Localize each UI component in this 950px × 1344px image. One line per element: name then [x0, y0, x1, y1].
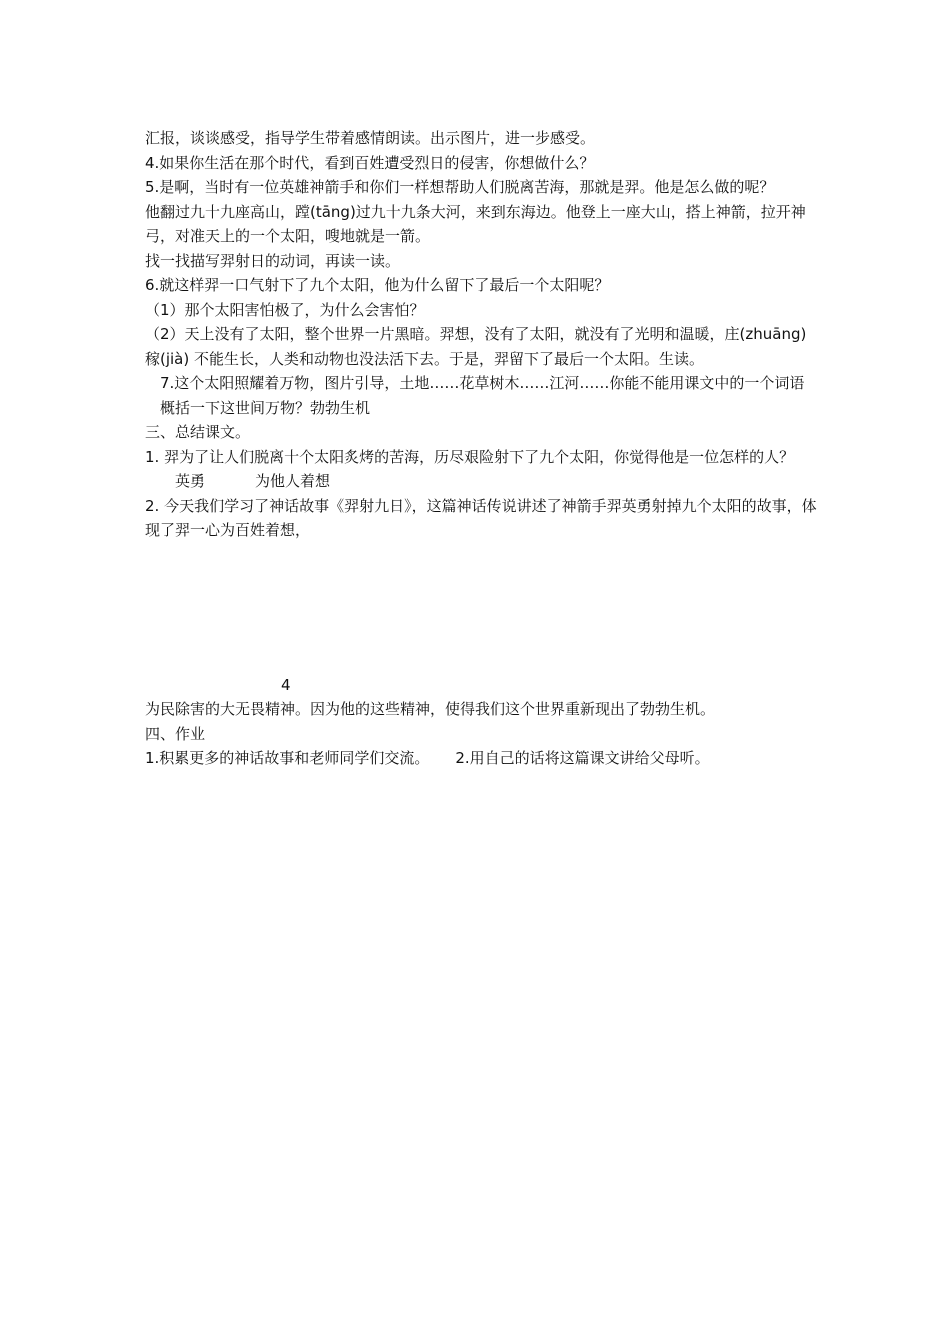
summary-q1-answer-1: 英勇 — [175, 472, 206, 490]
paragraph-question-5: 5.是啊，当时有一位英雄神箭手和你们一样想帮助人们脱离苦海，那就是羿。他是怎么做的呢？ — [145, 178, 775, 196]
text-block-upper — [145, 126, 817, 543]
homework-item-2: 2.用自己的话将这篇课文讲给父母听。 — [455, 749, 710, 767]
paragraph-question-6: 6.就这样羿一口气射下了九个太阳，他为什么留下了最后一个太阳呢？ — [145, 276, 610, 294]
heading-summary: 三、总结课文。 — [145, 423, 251, 441]
paragraph-summary-q2: 2. 今天我们学习了神话故事《羿射九日》，这篇神话传说讲述了神箭手羿英勇射掉九个太阳的故事，体现了羿一心为百姓着想， — [145, 496, 817, 539]
summary-q1-text: 1. 羿为了让人们脱离十个太阳炙烤的苦海，历尽艰险射下了九个太阳，你觉得他是一位怎样的人？ — [145, 447, 795, 466]
paragraph-question-7: 7.这个太阳照耀着万物，图片引导，土地……花草树木……江河……你能不能用课文中的一个词语概括一下这世间万物？勃勃生机 — [160, 374, 805, 417]
paragraph-summary-continued: 为民除害的大无畏精神。因为他的这些精神，使得我们这个世界重新现出了勃勃生机。 — [145, 700, 716, 718]
paragraph-story-excerpt: 他翻过九十九座高山，蹚(tāng)过九十九条大河，来到东海边。他登上一座大山，搭上神箭，拉开神弓，对准天上的一个太阳，嗖地就是一箭。 — [145, 202, 806, 245]
paragraph-sub-question-2: （2）天上没有了太阳，整个世界一片黑暗。羿想，没有了太阳，就没有了光明和温暖，庄(zhuāng)稼(jià) 不能生长，人类和动物也没法活下去。于是，羿留下了最后一个太阳。生读。 — [145, 325, 807, 368]
summary-q1-answer-2: 为他人着想 — [255, 472, 331, 490]
paragraph-sub-question-1: （1）那个太阳害怕极了，为什么会害怕？ — [145, 300, 425, 319]
heading-homework: 四、作业 — [145, 724, 206, 743]
paragraph-find-verbs: 找一找描写羿射日的动词，再读一读。 — [145, 251, 401, 270]
paragraph-summary-q1 — [145, 445, 817, 494]
paragraph-report: 汇报，谈谈感受，指导学生带着感情朗读。出示图片，进一步感受。 — [145, 129, 596, 147]
paragraph-homework-items — [145, 746, 817, 771]
page-number: 4 — [281, 676, 291, 694]
text-block-lower — [145, 697, 817, 771]
homework-item-1: 1.积累更多的神话故事和老师同学们交流。 — [145, 749, 430, 767]
paragraph-question-4: 4.如果你生活在那个时代，看到百姓遭受烈日的侵害，你想做什么？ — [145, 153, 595, 172]
